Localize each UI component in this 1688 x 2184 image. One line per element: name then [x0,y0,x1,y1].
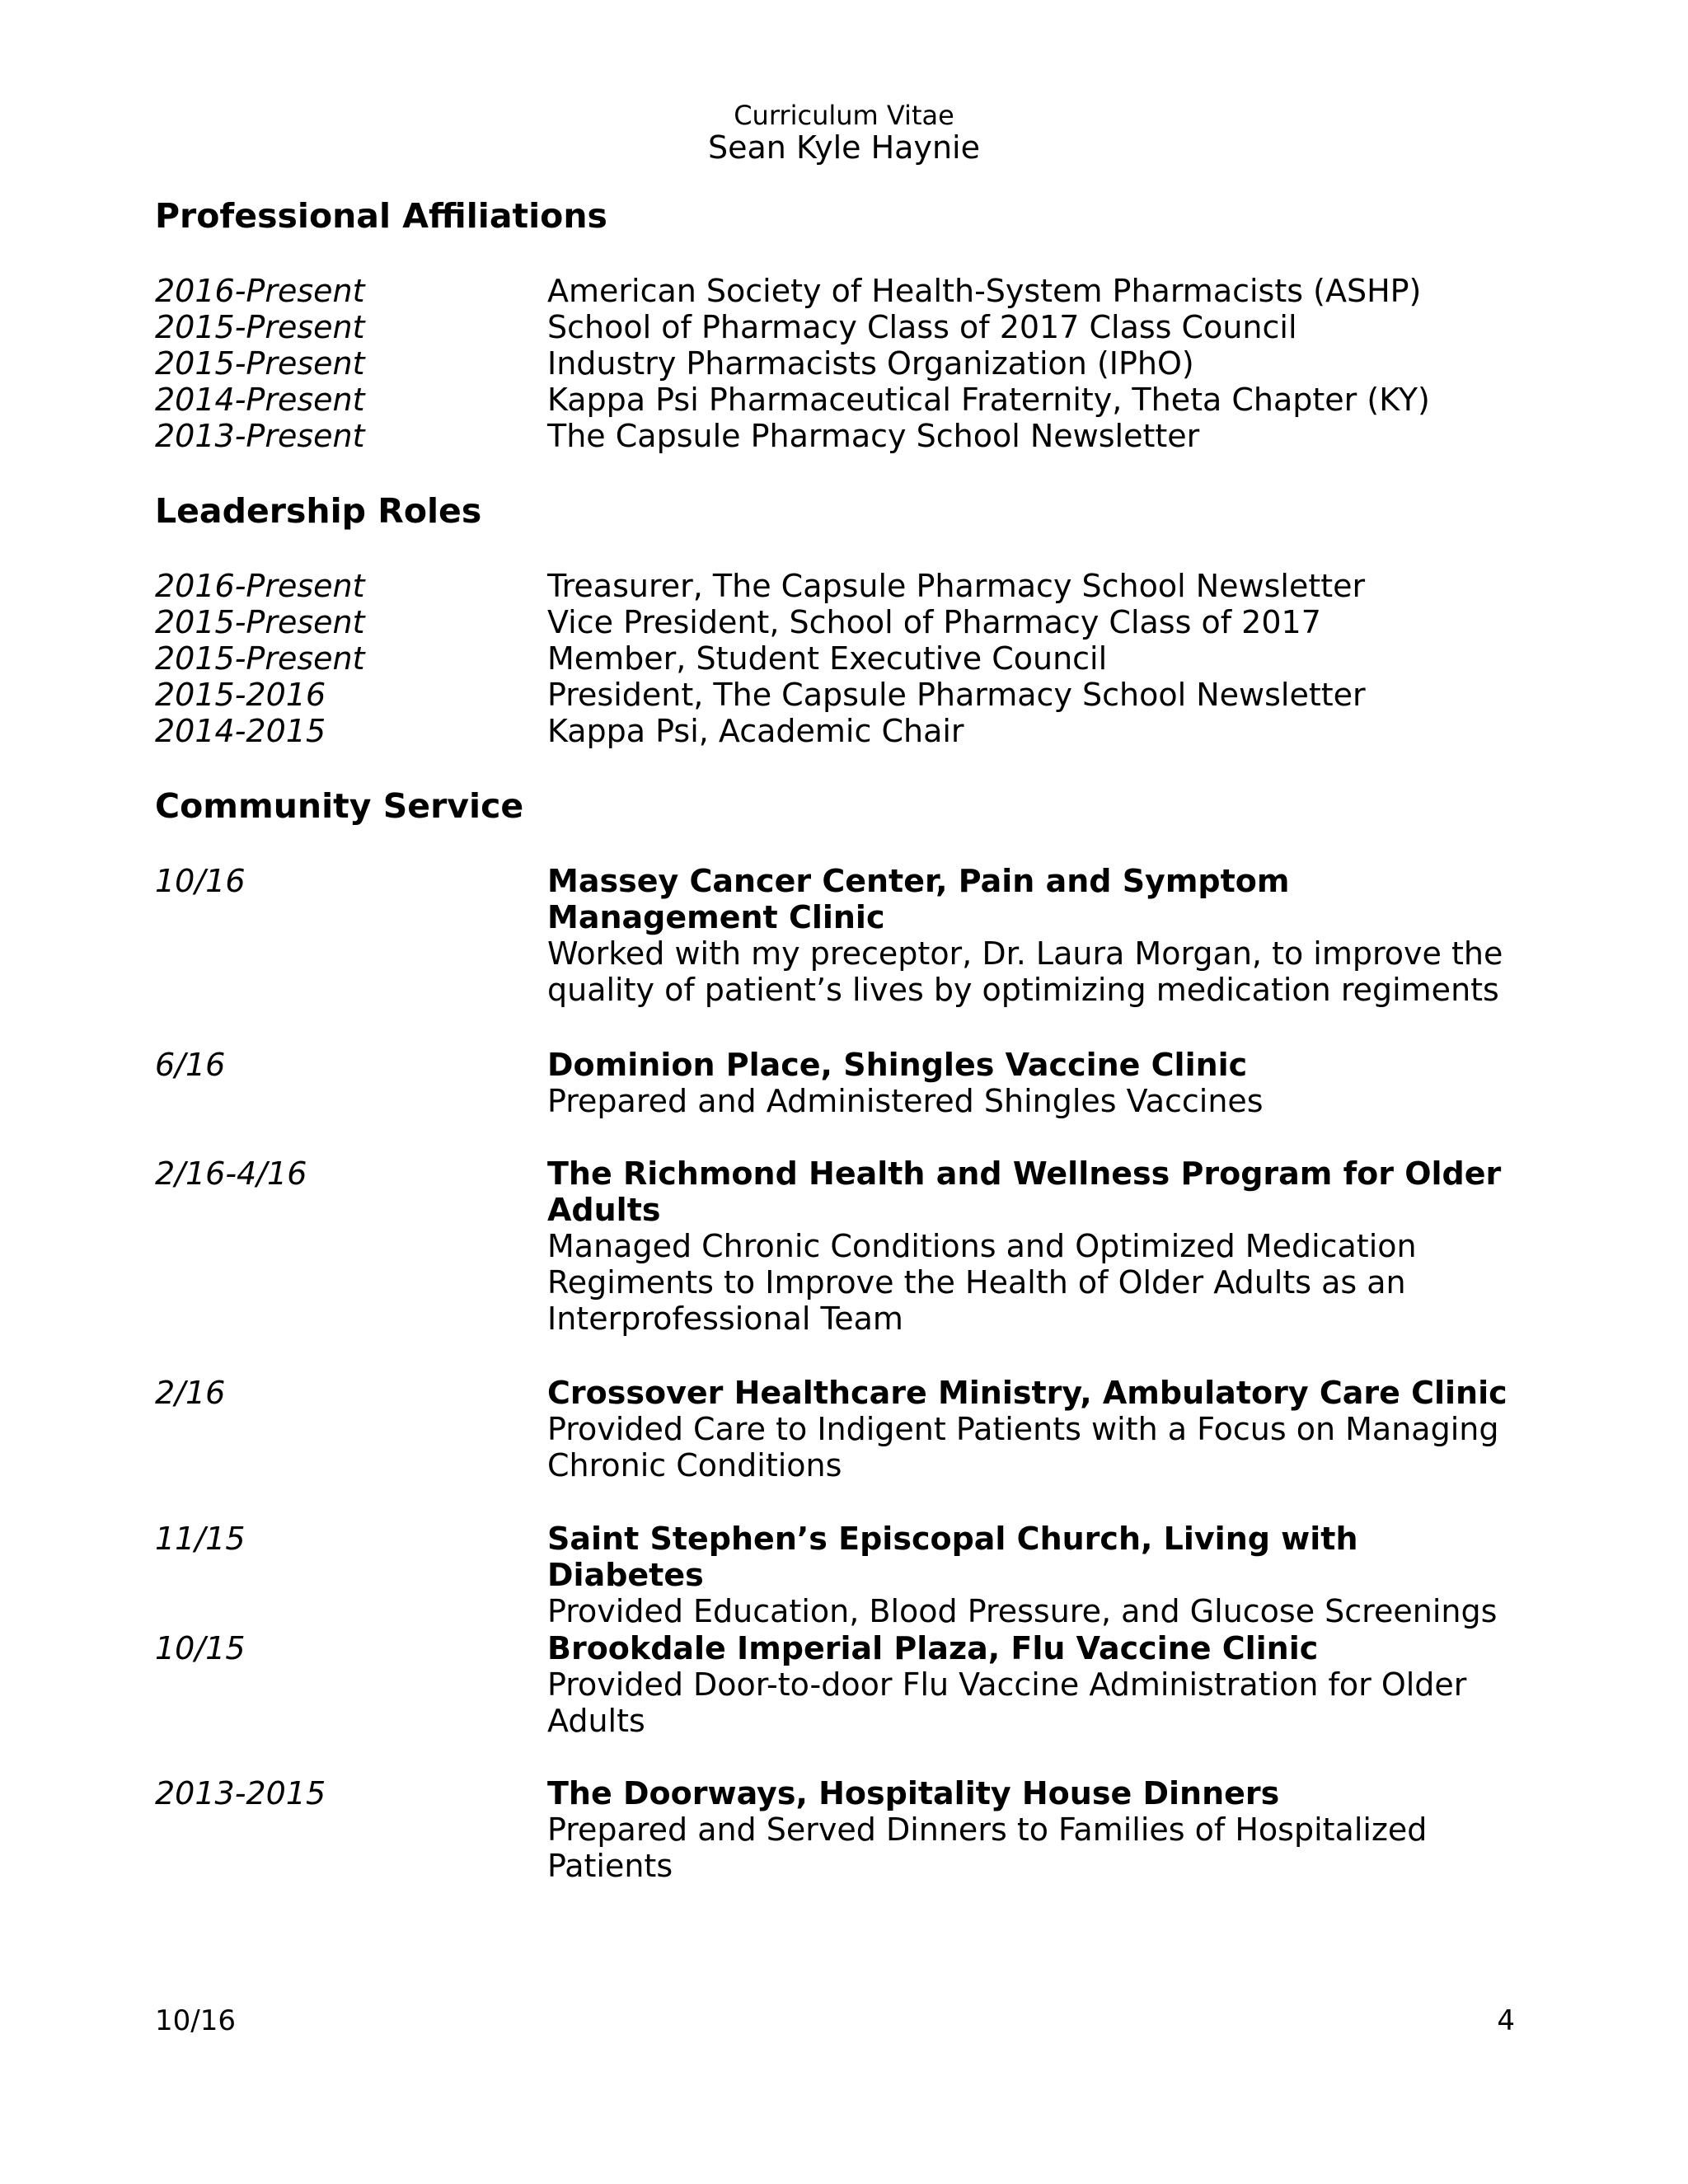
affiliation-text: School of Pharmacy Class of 2017 Class Council [547,309,1297,345]
community-date: 6/16 [155,1047,226,1083]
leadership-text: Treasurer, The Capsule Pharmacy School Newsletter [547,568,1366,604]
leadership-date: 2015-Present [155,640,365,677]
leadership-text: Vice President, School of Pharmacy Class of 2017 [547,604,1321,640]
community-description: Provided Door-to-door Flu Vaccine Administration for Older Adults [547,1666,1467,1739]
leadership-date: 2015-2016 [155,677,326,713]
community-date: 10/15 [155,1630,246,1666]
community-description: Managed Chronic Conditions and Optimized Medication Regiments to Improve the Health of Older Adults as an Interprofessional Team [547,1228,1417,1337]
affiliation-date: 2015-Present [155,345,365,382]
community-description: Prepared and Administered Shingles Vaccines [547,1083,1264,1119]
community-title: Massey Cancer Center, Pain and Symptom Management Clinic [547,863,1290,935]
community-description: Worked with my preceptor, Dr. Laura Morgan, to improve the quality of patient’s lives by optimizing medication regiments [547,935,1503,1008]
leadership-text: President, The Capsule Pharmacy School Newsletter [547,677,1366,713]
leadership-date: 2016-Present [155,568,365,604]
community-title: Crossover Healthcare Ministry, Ambulatory Care Clinic [547,1375,1507,1411]
community-description: Prepared and Served Dinners to Families of Hospitalized Patients [547,1811,1428,1884]
community-title: Saint Stephen’s Episcopal Church, Living with Diabetes [547,1521,1358,1593]
community-description: Provided Care to Indigent Patients with a Focus on Managing Chronic Conditions [547,1411,1499,1483]
community-description: Provided Education, Blood Pressure, and Glucose Screenings [547,1593,1498,1629]
community-title: The Doorways, Hospitality House Dinners [547,1775,1280,1811]
person-name: Sean Kyle Haynie [708,129,980,166]
affiliation-text: American Society of Health-System Pharmacists (ASHP) [547,273,1422,309]
affiliation-text: Industry Pharmacists Organization (IPhO) [547,345,1194,382]
affiliation-date: 2015-Present [155,309,365,345]
affiliation-date: 2016-Present [155,273,365,309]
affiliation-text: The Capsule Pharmacy School Newsletter [547,418,1200,454]
leadership-text: Member, Student Executive Council [547,640,1108,677]
community-date: 2/16 [155,1375,226,1411]
community-date: 2/16-4/16 [155,1155,307,1192]
community-title: Dominion Place, Shingles Vaccine Clinic [547,1047,1248,1083]
affiliation-date: 2013-Present [155,418,365,454]
leadership-date: 2015-Present [155,604,365,640]
leadership-text: Kappa Psi, Academic Chair [547,713,964,749]
section-heading-affiliations: Professional Affiliations [155,196,607,236]
document-type-label: Curriculum Vitae [734,100,954,131]
community-date: 2013-2015 [155,1775,326,1811]
community-date: 11/15 [155,1521,246,1557]
community-date: 10/16 [155,863,246,899]
section-heading-community: Community Service [155,786,524,826]
page-number: 4 [1497,2004,1515,2037]
community-title: Brookdale Imperial Plaza, Flu Vaccine Clinic [547,1630,1319,1666]
affiliation-text: Kappa Psi Pharmaceutical Fraternity, Theta Chapter (KY) [547,382,1430,418]
footer-date: 10/16 [155,2004,236,2037]
affiliation-date: 2014-Present [155,382,365,418]
community-title: The Richmond Health and Wellness Program for Older Adults [547,1155,1502,1228]
section-heading-leadership: Leadership Roles [155,491,482,531]
leadership-date: 2014-2015 [155,713,326,749]
